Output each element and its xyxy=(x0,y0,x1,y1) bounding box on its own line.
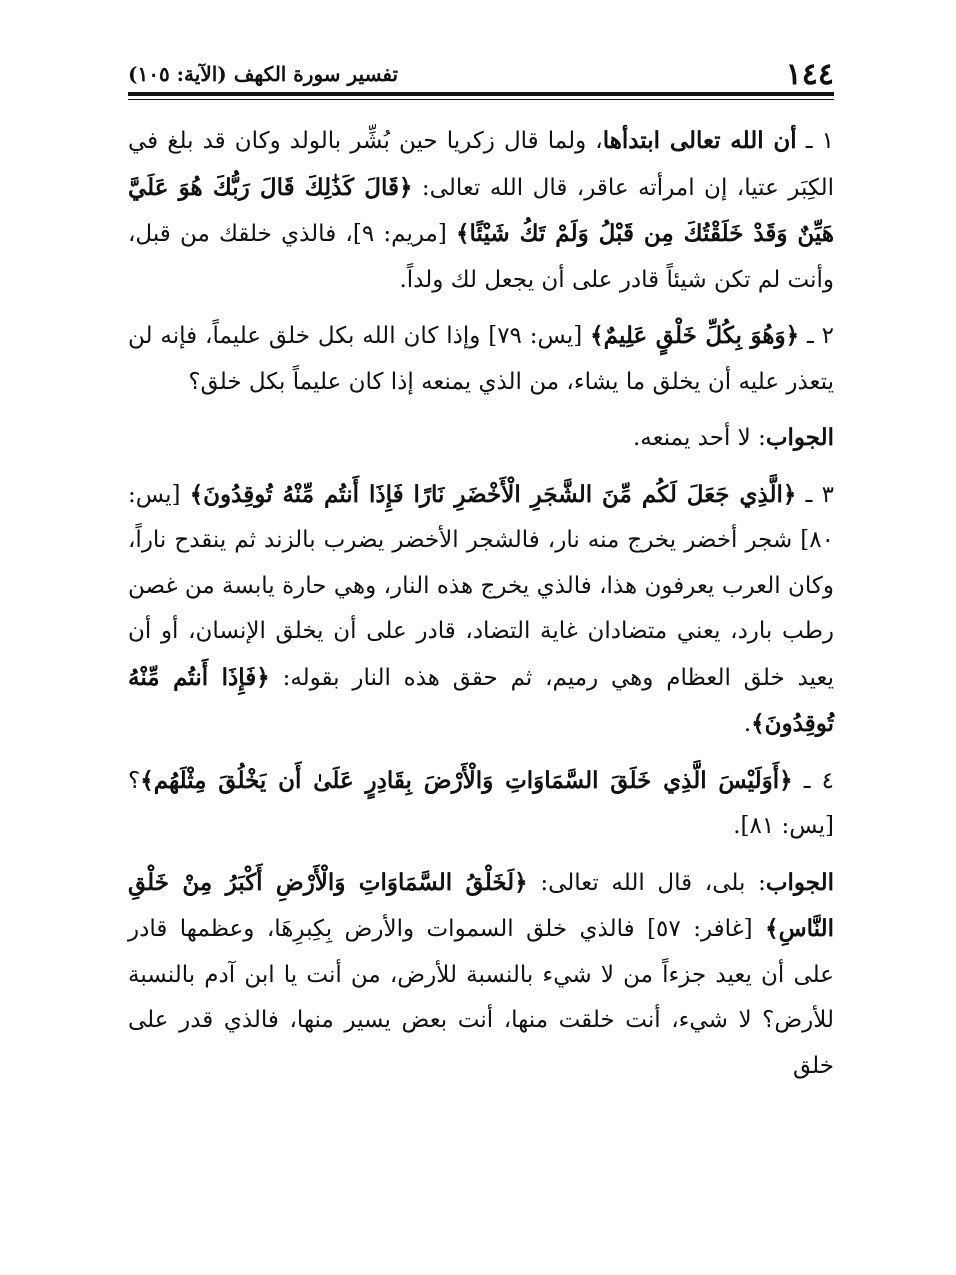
paragraph-1 xyxy=(128,118,834,303)
page-number: ١٤٤ xyxy=(785,56,834,92)
body-text: ، ولما قال زكريا حين بُشِّر بالولد وكان قد بلغ في الكِبَر عتيا، إن امرأته عاقر، قال الله تعالى: xyxy=(128,128,835,201)
item-number: ٣ ـ xyxy=(796,481,834,508)
answer-label: الجواب xyxy=(765,868,835,896)
quran-verse: ﴿وَهُوَ بِكُلِّ خَلْقٍ عَلِيمٌ﴾ xyxy=(590,322,800,349)
page-header xyxy=(128,56,834,92)
quran-verse-2: ﴿فَإِذَا أَنتُم مِّنْهُ تُوقِدُونَ﴾ xyxy=(128,663,834,737)
paragraph-3 xyxy=(128,472,834,748)
paragraph-4 xyxy=(128,758,834,850)
running-title: تفسير سورة الكهف (الآية: ١٠٥) xyxy=(128,62,399,86)
body-text: [غافر: ٥٧] فالذي خلق السموات والأرض بِكِبرِهَا، وعظمها قادر على أن يعيد جزءاً من لا شيء بالنسبة للأرض، من أنت يا ابن آدم بالنسبة للأرض؟ لا شيء، أنت خلقت منها، أنت بعض يسير منها، فالذي قدر على خلق xyxy=(128,916,834,1079)
body-text: ؟ [يس: ٨١]. xyxy=(128,767,834,839)
page-content xyxy=(128,118,834,1099)
item-number: ١ ـ xyxy=(796,128,834,154)
quran-verse: ﴿قَالَ كَذَٰلِكَ قَالَ رَبُّكَ هُوَ عَلَيَّ هَيِّنٌ وَقَدْ خَلَقْتُكَ مِن قَبْلُ وَلَمْ تَكُ شَيْئًا﴾ xyxy=(128,173,834,247)
body-text: [مريم: ٩]، فالذي خلقك من قبل، وأنت لم تكن شيئاً قادر على أن يجعل لك ولداً. xyxy=(128,221,834,293)
body-text: . xyxy=(743,711,752,737)
body-text: : بلى، قال الله تعالى: xyxy=(527,869,766,896)
body-text: : لا أحد يمنعه. xyxy=(632,425,766,451)
header-rule-thick xyxy=(128,92,834,96)
body-text: [يس: ٧٩] وإذا كان الله بكل خلق عليماً، فإنه لن يتعذر عليه أن يخلق ما يشاء، من الذي يمنعه إذا كان عليماً بكل خلق؟ xyxy=(128,323,834,395)
body-text: [يس: ٨٠] شجر أخضر يخرج منه نار، فالشجر الأخضر يضرب بالزند ثم ينقدح ناراً، وكان العرب يعرفون هذا، فالذي يخرج هذه النار، وهي حارة يابسة من غصن رطب بارد، يعني متضادان غاية التضاد، قادر على أن يخلق الإنسان، أو أن يعيد خلق العظام وهي رميم، ثم حقق هذه النار بقوله: xyxy=(128,481,834,691)
quran-verse: ﴿أَوَلَيْسَ الَّذِي خَلَقَ السَّمَاوَاتِ وَالْأَرْضَ بِقَادِرٍ عَلَىٰ أَن يَخْلُقَ مِثْلَهُم﴾ xyxy=(140,766,793,794)
header-rule-thin xyxy=(128,99,834,100)
bold-heading: أن الله تعالى ابتدأها xyxy=(602,127,797,154)
paragraph-answer-1 xyxy=(128,415,834,462)
quran-verse: ﴿الَّذِي جَعَلَ لَكُم مِّنَ الشَّجَرِ الْأَخْضَرِ نَارًا فَإِذَا أَنتُم مِّنْهُ تُوقِدُونَ﴾ xyxy=(189,480,797,508)
paragraph-2 xyxy=(128,313,834,405)
paragraph-answer-2 xyxy=(128,860,834,1090)
item-number: ٤ ـ xyxy=(792,767,834,794)
item-number: ٢ ـ xyxy=(799,323,834,349)
quran-verse: ﴿لَخَلْقُ السَّمَاوَاتِ وَالْأَرْضِ أَكْبَرُ مِنْ خَلْقِ النَّاسِ﴾ xyxy=(128,868,834,942)
answer-label: الجواب xyxy=(765,424,834,451)
